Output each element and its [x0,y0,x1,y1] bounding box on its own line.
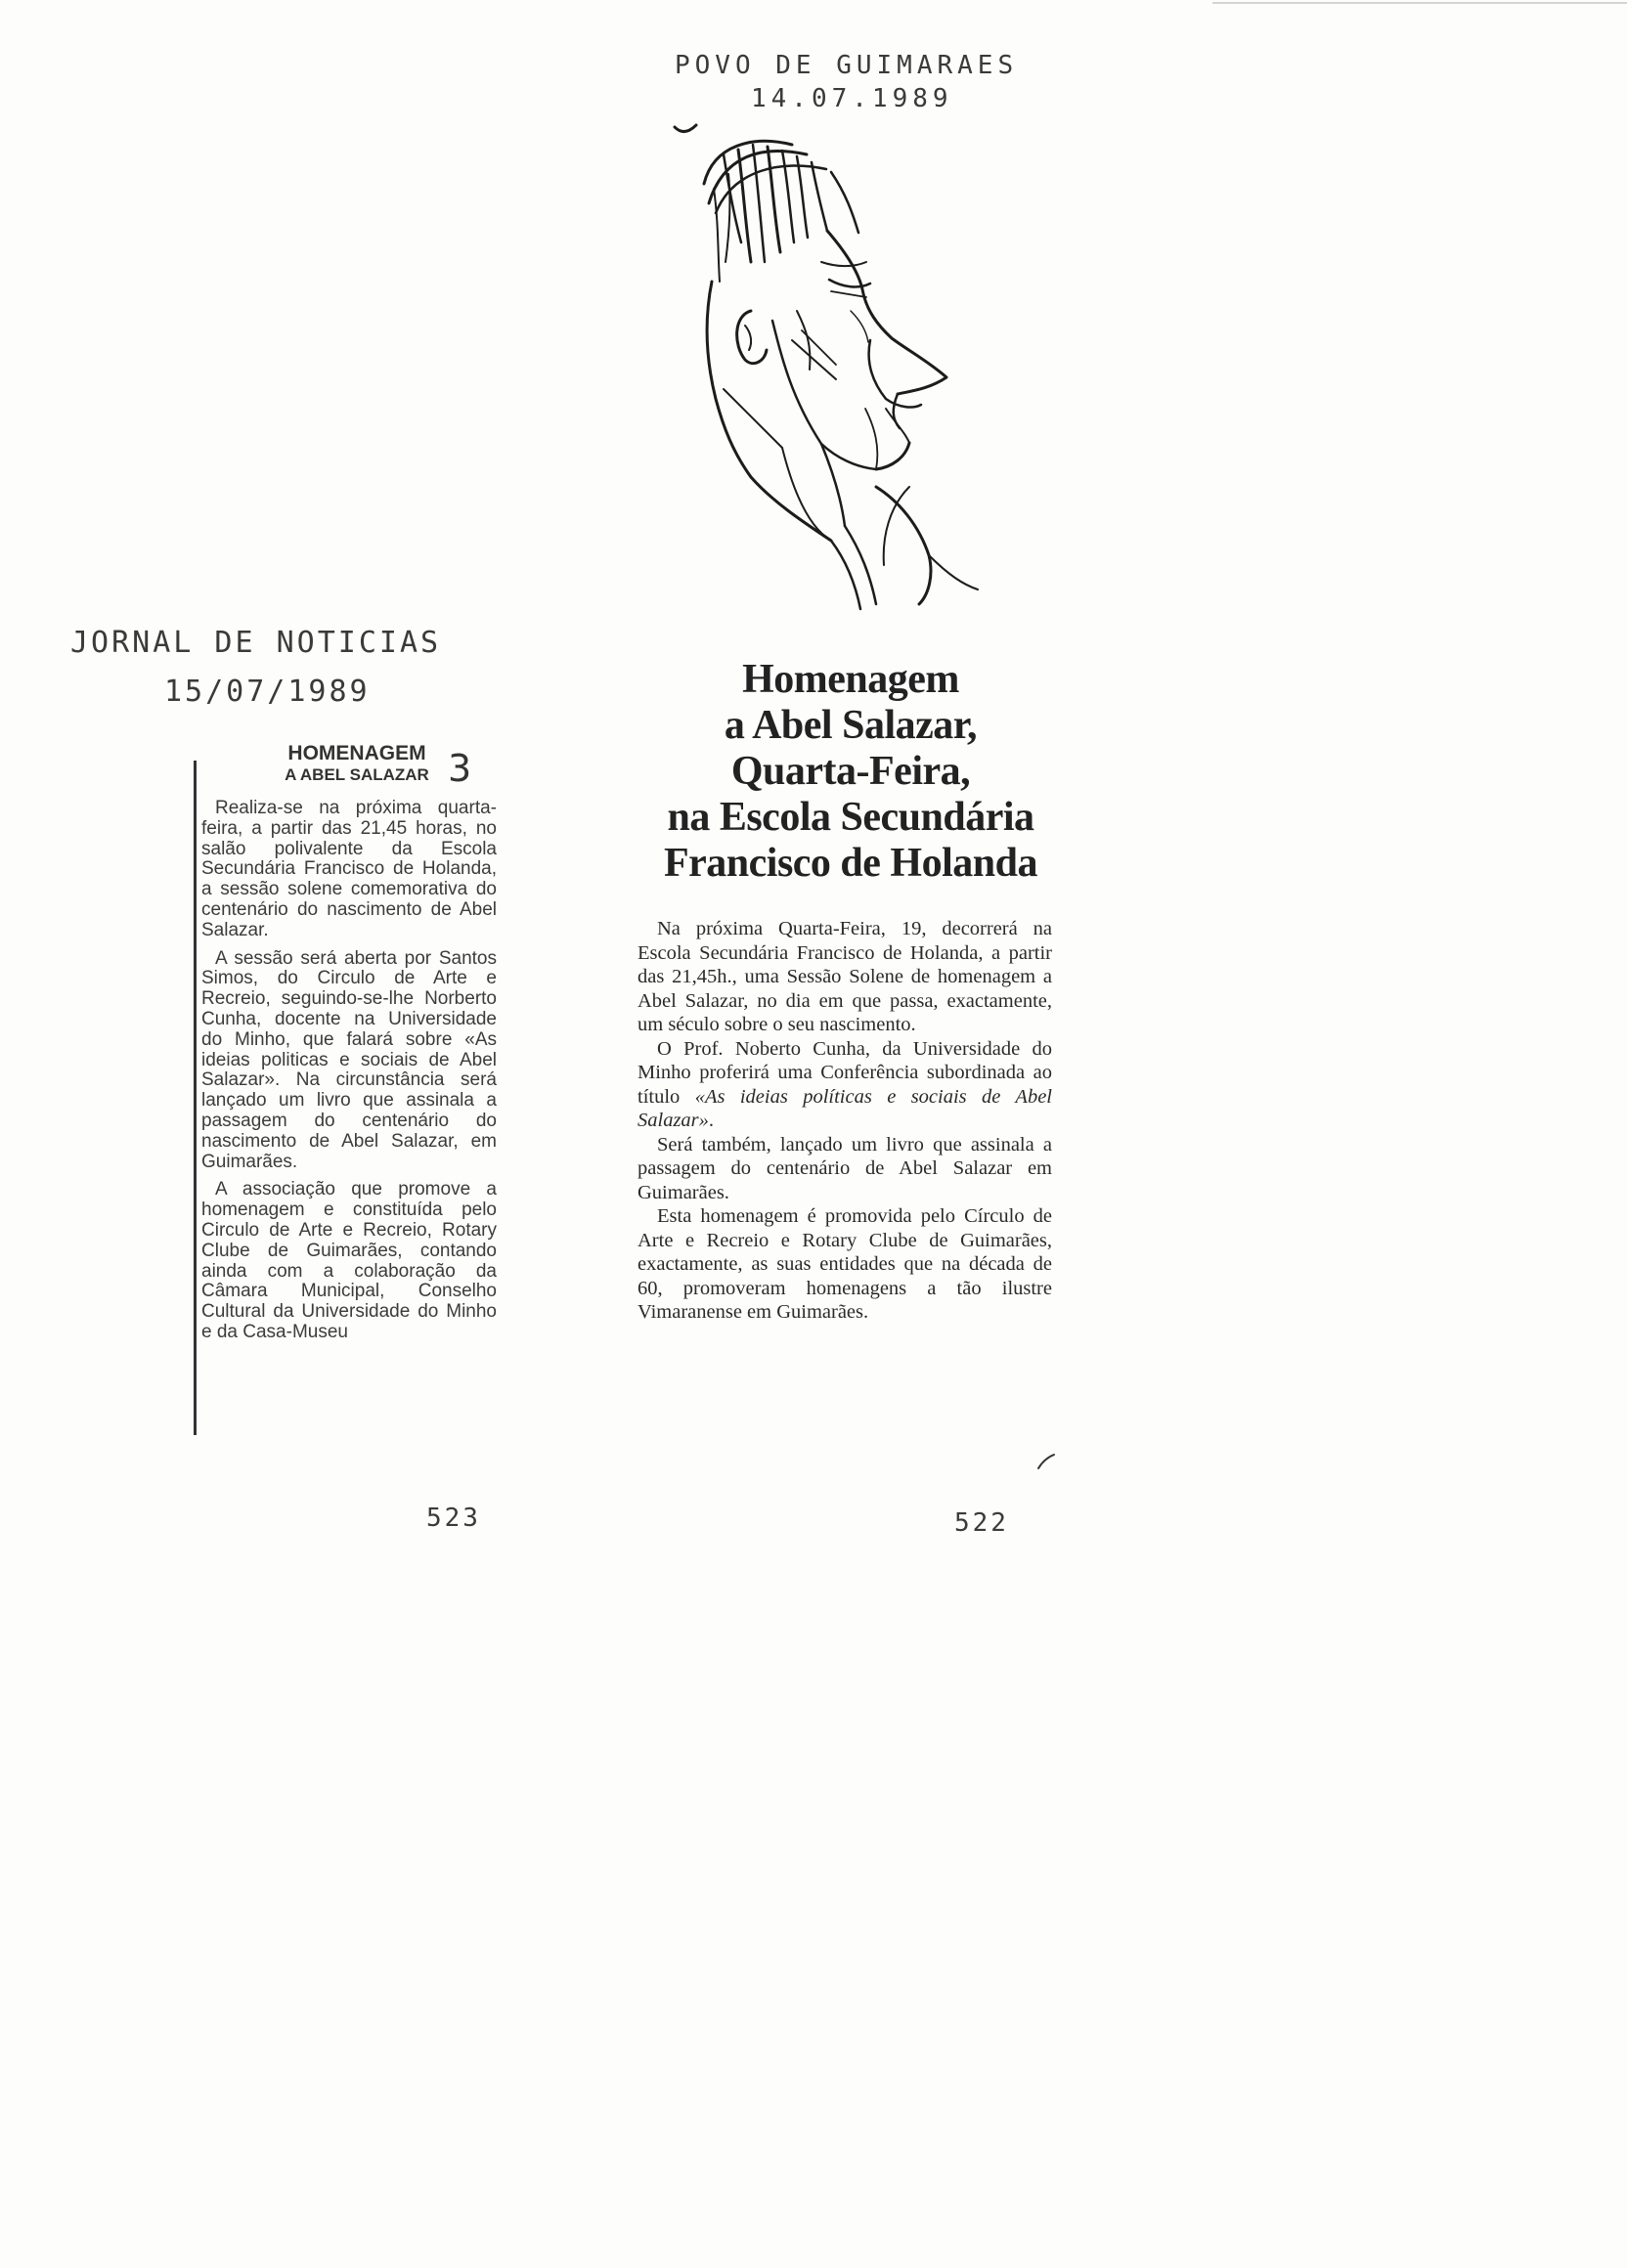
article-headline [596,657,1105,887]
portrait-sketch-illustration [636,115,1056,624]
jornal-paragraph: A sessão será aberta por Santos Simos, do Circulo de Arte e Recreio, seguindo-se-lhe Norberto Cunha, docente na Universidade do Minho, que falará sobre «As ideias politicas e sociais de Abel Salazar». Na circunstância será lançado um livro que assinala a passagem do centenário do nascimento de Abel Salazar, em Guimarães. [201,947,497,1172]
article-text: . [708,1110,715,1131]
stray-pen-mark [1036,1453,1056,1470]
headline-line: Quarta-Feira, [730,749,971,794]
headline-line: na Escola Secundária [667,795,1034,840]
lecture-title: «As ideias políticas e sociais de Abel Salazar» [638,1085,1052,1131]
povo-date-label: 14.07.1989 [751,84,953,113]
article-paragraph: Será também, lançado um livro que assinala a passagem do centenário de Abel Salazar em Guimarães. [638,1133,1052,1203]
clipping-left-rule [194,761,197,1435]
article-paragraph: Na próxima Quarta-Feira, 19, decorrerá na Escola Secundária Francisco de Holanda, a partir das 21,45h., uma Sessão Solene de homenagem a Abel Salazar, no dia em que passa, exactamente, um século sobre o seu nascimento. [638,918,1052,1035]
article-paragraph [638,1037,1052,1133]
article-body [638,917,1052,1325]
jornal-paragraph: A associação que promove a homenagem e constituída pelo Circulo de Arte e Recreio, Rotary Clube de Guimarães, contando ainda com a colaboração da Câmara Municipal, Conselho Cultural da Universidade do Minho e da Casa-Museu [201,1179,497,1342]
jornal-paragraph: Realiza-se na próxima quarta-feira, a partir das 21,45 horas, no salão polivalente da Escola Secundária Francisco de Holanda, a sessão solene comemorativa do centenário do nascimento de Abel Salazar. [201,798,497,940]
page-number-right: 522 [954,1508,1009,1538]
handwritten-mark: 3 [448,747,472,790]
page-number-left: 523 [426,1504,481,1533]
povo-source-label: POVO DE GUIMARAES [675,51,1019,80]
jornal-heading-line2: A ABEL SALAZAR [285,765,429,784]
headline-line: Homenagem [742,657,959,702]
headline-line: Francisco de Holanda [663,841,1037,886]
jornal-heading-line1: HOMENAGEM [287,742,426,764]
scan-edge-line [1212,2,1627,4]
jornal-date-label: 15/07/1989 [164,675,371,709]
article-text: O Prof. Noberto Cunha, da Universidade do Minho proferirá uma Conferência subordinada ao título [638,1037,1052,1108]
headline-line: a Abel Salazar, [724,703,978,748]
article-paragraph: Esta homenagem é promovida pelo Círculo de Arte e Recreio e Rotary Clube de Guimarães, exactamente, as suas entidades que na década de 60, promoveram homenagens a tão ilustre Vimaranense em Guimarães. [638,1205,1052,1323]
jornal-clipping-body [201,799,497,1351]
jornal-source-label: JORNAL DE NOTICIAS [70,626,442,660]
